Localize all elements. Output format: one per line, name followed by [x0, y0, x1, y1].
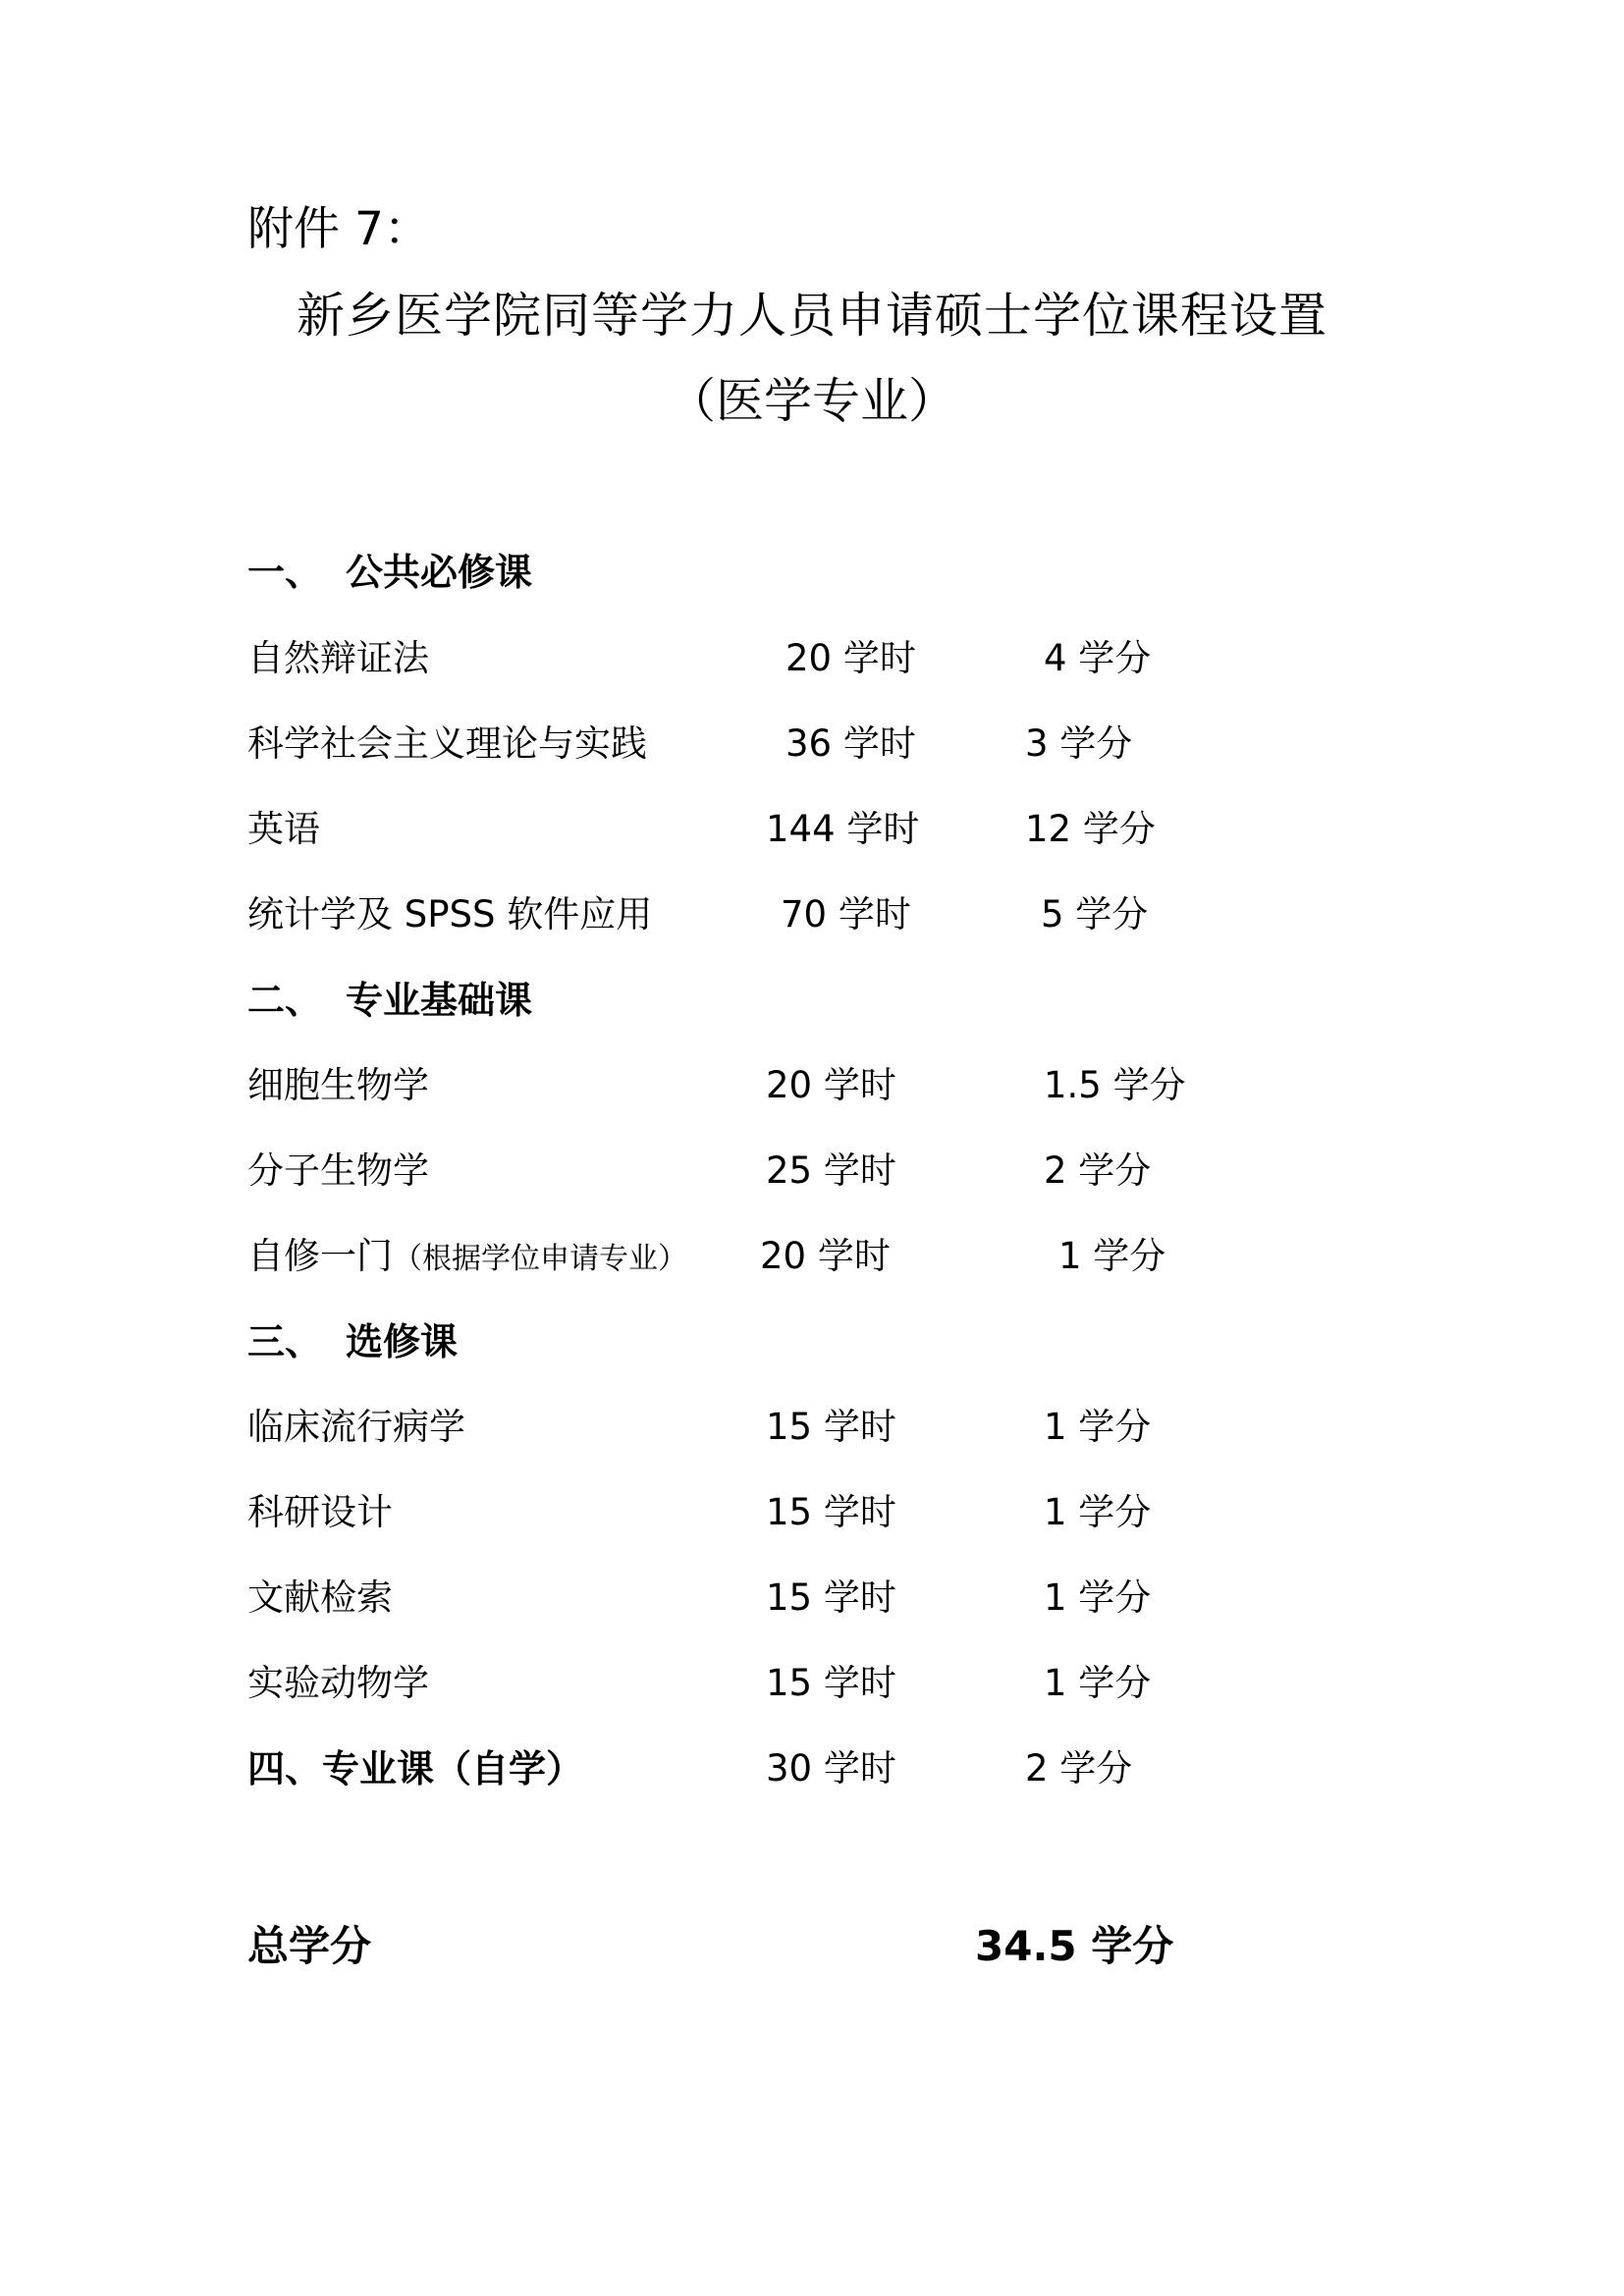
section-heading-major-self-study: 四、专业课（自学） [247, 1747, 584, 1790]
course-credits: 2 学分 [1044, 1149, 1152, 1192]
course-hours: 15 学时 [766, 1406, 896, 1448]
course-hours: 144 学时 [766, 808, 920, 850]
course-name: 科研设计 [247, 1491, 393, 1533]
course-hours: 15 学时 [766, 1662, 896, 1704]
course-hours: 20 学时 [785, 637, 916, 679]
section-name: 专业基础课 [346, 979, 533, 1022]
course-name: 统计学及 SPSS 软件应用 [247, 893, 653, 935]
section-number: 二、 [247, 979, 323, 1022]
course-name: 实验动物学 [247, 1662, 429, 1704]
course-name: 英语 [247, 808, 320, 850]
section-number: 一、 [247, 551, 323, 594]
course-name-with-note [247, 1226, 687, 1279]
section-name: 公共必修课 [346, 551, 533, 594]
course-credits: 4 学分 [1044, 637, 1152, 679]
course-hours: 70 学时 [781, 893, 911, 935]
course-hours: 30 学时 [766, 1747, 896, 1789]
attachment-label: 附件 7： [247, 202, 430, 256]
course-hours: 15 学时 [766, 1491, 896, 1533]
course-credits: 12 学分 [1025, 808, 1156, 850]
total-credits-label: 总学分 [247, 1922, 372, 1970]
course-hours: 20 学时 [760, 1235, 891, 1277]
course-credits: 1 学分 [1044, 1576, 1152, 1619]
document-subtitle: （医学专业） [667, 373, 956, 429]
course-hours: 25 学时 [766, 1149, 896, 1192]
course-name: 临床流行病学 [247, 1406, 465, 1448]
total-credits-value: 34.5 学分 [975, 1922, 1174, 1970]
course-hours: 20 学时 [766, 1064, 896, 1106]
course-hours: 36 学时 [785, 722, 916, 765]
section-number: 三、 [247, 1320, 323, 1363]
course-credits: 1 学分 [1044, 1406, 1152, 1448]
course-credits: 3 学分 [1025, 722, 1133, 765]
course-name: 自然辩证法 [247, 637, 429, 679]
course-name: 自修一门 [247, 1235, 393, 1277]
course-credits: 2 学分 [1025, 1747, 1133, 1789]
course-credits: 1 学分 [1058, 1235, 1166, 1277]
document-title: 新乡医学院同等学力人员申请硕士学位课程设置 [296, 288, 1327, 344]
course-name: 分子生物学 [247, 1149, 429, 1192]
course-credits: 5 学分 [1041, 893, 1149, 935]
section-heading-elective [247, 1311, 458, 1365]
course-name: 科学社会主义理论与实践 [247, 722, 647, 765]
course-credits: 1 学分 [1044, 1491, 1152, 1533]
course-name: 细胞生物学 [247, 1064, 429, 1106]
course-hours: 15 学时 [766, 1576, 896, 1619]
course-credits: 1 学分 [1044, 1662, 1152, 1704]
course-credits: 1.5 学分 [1044, 1064, 1186, 1106]
section-heading-public-required [247, 542, 532, 596]
section-heading-basic [247, 970, 532, 1024]
section-name: 选修课 [346, 1320, 459, 1363]
course-name: 文献检索 [247, 1576, 393, 1619]
course-note: （根据学位申请专业） [393, 1242, 687, 1276]
